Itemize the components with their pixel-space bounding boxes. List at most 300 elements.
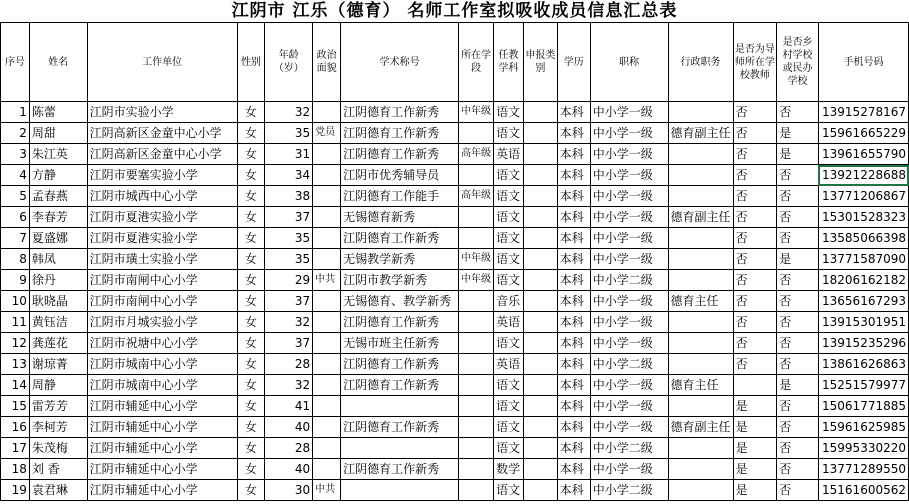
cell-rural[interactable]: 否	[777, 417, 819, 438]
cell-no[interactable]: 3	[1, 144, 30, 165]
cell-name[interactable]: 刘 香	[29, 459, 87, 480]
cell-gender[interactable]: 女	[237, 375, 265, 396]
header-cell[interactable]: 是否乡村学校或民办学校	[777, 23, 819, 102]
cell-rank[interactable]: 中小学一级	[590, 207, 668, 228]
cell-subject[interactable]: 语文	[494, 249, 524, 270]
cell-stage[interactable]: 高年级	[459, 144, 494, 165]
cell-admin[interactable]	[668, 396, 733, 417]
cell-subject[interactable]: 语文	[494, 186, 524, 207]
cell-rural[interactable]: 是	[777, 375, 819, 396]
cell-no[interactable]: 15	[1, 396, 30, 417]
cell-unit[interactable]: 江阴市城西中心小学	[87, 186, 237, 207]
cell-admin[interactable]: 德育主任	[668, 291, 733, 312]
cell-admin[interactable]: 德育副主任	[668, 417, 733, 438]
cell-edu[interactable]: 本科	[557, 123, 590, 144]
cell-gender[interactable]: 女	[237, 333, 265, 354]
cell-rank[interactable]: 中小学二级	[590, 438, 668, 459]
cell-category[interactable]	[524, 333, 558, 354]
cell-name[interactable]: 袁君琳	[29, 480, 87, 501]
cell-gender[interactable]: 女	[237, 480, 265, 501]
cell-phone[interactable]: 15961665229	[818, 123, 908, 144]
cell-admin[interactable]	[668, 312, 733, 333]
header-cell[interactable]: 是否为导师所在学校教师	[733, 23, 777, 102]
cell-rural[interactable]: 否	[777, 354, 819, 375]
cell-political[interactable]	[313, 375, 341, 396]
cell-rank[interactable]: 中小学一级	[590, 123, 668, 144]
cell-no[interactable]: 8	[1, 249, 30, 270]
cell-category[interactable]	[524, 249, 558, 270]
cell-rural[interactable]: 是	[777, 249, 819, 270]
cell-rural[interactable]: 否	[777, 459, 819, 480]
cell-unit[interactable]: 江阴市要塞实验小学	[87, 165, 237, 186]
cell-admin[interactable]	[668, 459, 733, 480]
cell-gender[interactable]: 女	[237, 207, 265, 228]
cell-gender[interactable]: 女	[237, 102, 265, 123]
cell-unit[interactable]: 江阴市璜土实验小学	[87, 249, 237, 270]
cell-title[interactable]	[341, 480, 459, 501]
cell-phone[interactable]: 13585066398	[818, 228, 908, 249]
cell-admin[interactable]	[668, 480, 733, 501]
cell-age[interactable]: 32	[265, 312, 313, 333]
cell-name[interactable]: 孟春燕	[29, 186, 87, 207]
cell-title[interactable]: 江阴市优秀辅导员	[341, 165, 459, 186]
cell-rural[interactable]: 是	[777, 123, 819, 144]
cell-rural[interactable]: 否	[777, 480, 819, 501]
cell-edu[interactable]: 本科	[557, 207, 590, 228]
cell-edu[interactable]: 本科	[557, 375, 590, 396]
cell-political[interactable]	[313, 249, 341, 270]
cell-political[interactable]	[313, 186, 341, 207]
cell-rural[interactable]: 否	[777, 438, 819, 459]
cell-edu[interactable]: 本科	[557, 312, 590, 333]
cell-subject[interactable]: 语文	[494, 207, 524, 228]
cell-admin[interactable]	[668, 354, 733, 375]
header-cell[interactable]: 行政职务	[668, 23, 733, 102]
cell-age[interactable]: 32	[265, 375, 313, 396]
cell-unit[interactable]: 江阴市辅延中心小学	[87, 459, 237, 480]
cell-mentor[interactable]	[733, 375, 777, 396]
cell-mentor[interactable]: 否	[733, 144, 777, 165]
cell-phone[interactable]: 15995330220	[818, 438, 908, 459]
cell-stage[interactable]	[459, 459, 494, 480]
cell-stage[interactable]	[459, 333, 494, 354]
cell-title[interactable]: 无锡教学新秀	[341, 249, 459, 270]
cell-no[interactable]: 2	[1, 123, 30, 144]
cell-mentor[interactable]: 是	[733, 459, 777, 480]
cell-rural[interactable]: 否	[777, 270, 819, 291]
cell-rural[interactable]: 是	[777, 144, 819, 165]
header-cell[interactable]: 年龄（岁）	[265, 23, 313, 102]
cell-age[interactable]: 35	[265, 123, 313, 144]
cell-political[interactable]: 中共	[313, 480, 341, 501]
cell-phone[interactable]: 13915278167	[818, 102, 908, 123]
cell-name[interactable]: 周静	[29, 375, 87, 396]
cell-no[interactable]: 1	[1, 102, 30, 123]
cell-unit[interactable]: 江阴市夏港实验小学	[87, 228, 237, 249]
cell-stage[interactable]	[459, 228, 494, 249]
cell-age[interactable]: 37	[265, 291, 313, 312]
cell-political[interactable]	[313, 312, 341, 333]
cell-no[interactable]: 11	[1, 312, 30, 333]
cell-political[interactable]: 党员	[313, 123, 341, 144]
cell-edu[interactable]: 本科	[557, 438, 590, 459]
cell-title[interactable]: 无锡德育、教学新秀	[341, 291, 459, 312]
cell-unit[interactable]: 江阴市月城实验小学	[87, 312, 237, 333]
cell-no[interactable]: 17	[1, 438, 30, 459]
cell-stage[interactable]	[459, 291, 494, 312]
cell-title[interactable]	[341, 438, 459, 459]
cell-edu[interactable]: 本科	[557, 396, 590, 417]
cell-name[interactable]: 谢琼菁	[29, 354, 87, 375]
cell-rural[interactable]: 否	[777, 333, 819, 354]
cell-no[interactable]: 5	[1, 186, 30, 207]
cell-category[interactable]	[524, 312, 558, 333]
cell-phone[interactable]: 13771206867	[818, 186, 908, 207]
cell-phone[interactable]: 13961655790	[818, 144, 908, 165]
cell-gender[interactable]: 女	[237, 228, 265, 249]
cell-title[interactable]: 江阴德育工作新秀	[341, 144, 459, 165]
cell-political[interactable]	[313, 144, 341, 165]
header-cell[interactable]: 姓名	[29, 23, 87, 102]
cell-category[interactable]	[524, 438, 558, 459]
cell-political[interactable]	[313, 354, 341, 375]
cell-political[interactable]	[313, 291, 341, 312]
cell-political[interactable]	[313, 228, 341, 249]
cell-mentor[interactable]: 否	[733, 123, 777, 144]
cell-age[interactable]: 37	[265, 207, 313, 228]
cell-gender[interactable]: 女	[237, 123, 265, 144]
cell-rank[interactable]: 中小学一级	[590, 102, 668, 123]
cell-unit[interactable]: 江阴高新区金童中心小学	[87, 123, 237, 144]
cell-subject[interactable]: 语文	[494, 165, 524, 186]
cell-category[interactable]	[524, 270, 558, 291]
cell-no[interactable]: 13	[1, 354, 30, 375]
cell-name[interactable]: 龚莲花	[29, 333, 87, 354]
cell-stage[interactable]	[459, 375, 494, 396]
cell-rural[interactable]: 否	[777, 186, 819, 207]
cell-mentor[interactable]: 否	[733, 312, 777, 333]
cell-title[interactable]: 江阴德育工作新秀	[341, 354, 459, 375]
cell-rank[interactable]: 中小学一级	[590, 228, 668, 249]
cell-age[interactable]: 37	[265, 333, 313, 354]
cell-subject[interactable]: 英语	[494, 144, 524, 165]
cell-admin[interactable]	[668, 438, 733, 459]
cell-phone[interactable]: 13915235296	[818, 333, 908, 354]
cell-gender[interactable]: 女	[237, 291, 265, 312]
cell-stage[interactable]	[459, 480, 494, 501]
cell-subject[interactable]: 语文	[494, 480, 524, 501]
cell-edu[interactable]: 本科	[557, 270, 590, 291]
cell-title[interactable]: 江阴德育工作新秀	[341, 123, 459, 144]
cell-subject[interactable]: 语文	[494, 123, 524, 144]
cell-phone[interactable]: 18206162182	[818, 270, 908, 291]
cell-unit[interactable]: 江阴市实验小学	[87, 102, 237, 123]
cell-age[interactable]: 41	[265, 396, 313, 417]
cell-rural[interactable]: 否	[777, 228, 819, 249]
cell-admin[interactable]	[668, 333, 733, 354]
cell-no[interactable]: 7	[1, 228, 30, 249]
cell-name[interactable]: 朱茂梅	[29, 438, 87, 459]
cell-mentor[interactable]: 是	[733, 417, 777, 438]
cell-edu[interactable]: 本科	[557, 291, 590, 312]
cell-gender[interactable]: 女	[237, 270, 265, 291]
cell-mentor[interactable]: 是	[733, 480, 777, 501]
cell-phone[interactable]: 13656167293	[818, 291, 908, 312]
cell-name[interactable]: 耿晓晶	[29, 291, 87, 312]
cell-stage[interactable]: 中年级	[459, 249, 494, 270]
cell-rank[interactable]: 中小学一级	[590, 396, 668, 417]
cell-category[interactable]	[524, 165, 558, 186]
cell-rank[interactable]: 中小学一级	[590, 459, 668, 480]
cell-subject[interactable]: 语文	[494, 270, 524, 291]
header-cell[interactable]: 政治面貌	[313, 23, 341, 102]
cell-rural[interactable]: 否	[777, 312, 819, 333]
cell-age[interactable]: 32	[265, 102, 313, 123]
cell-unit[interactable]: 江阴市南闸中心小学	[87, 291, 237, 312]
cell-phone[interactable]: 13771289550	[818, 459, 908, 480]
cell-no[interactable]: 16	[1, 417, 30, 438]
cell-rank[interactable]: 中小学一级	[590, 417, 668, 438]
cell-age[interactable]: 34	[265, 165, 313, 186]
cell-age[interactable]: 38	[265, 186, 313, 207]
cell-subject[interactable]: 英语	[494, 354, 524, 375]
cell-unit[interactable]: 江阴市祝塘中心小学	[87, 333, 237, 354]
cell-age[interactable]: 30	[265, 480, 313, 501]
cell-mentor[interactable]: 否	[733, 228, 777, 249]
cell-age[interactable]: 31	[265, 144, 313, 165]
cell-political[interactable]	[313, 207, 341, 228]
cell-rank[interactable]: 中小学一级	[590, 186, 668, 207]
cell-stage[interactable]	[459, 417, 494, 438]
cell-admin[interactable]: 德育副主任	[668, 207, 733, 228]
cell-rank[interactable]: 中小学二级	[590, 480, 668, 501]
cell-name[interactable]: 朱江英	[29, 144, 87, 165]
cell-category[interactable]	[524, 207, 558, 228]
cell-name[interactable]: 韩凤	[29, 249, 87, 270]
cell-gender[interactable]: 女	[237, 186, 265, 207]
cell-rank[interactable]: 中小学一级	[590, 291, 668, 312]
cell-age[interactable]: 28	[265, 438, 313, 459]
cell-rank[interactable]: 中小学一级	[590, 144, 668, 165]
cell-category[interactable]	[524, 417, 558, 438]
header-cell[interactable]: 任教学科	[494, 23, 524, 102]
cell-name[interactable]: 方静	[29, 165, 87, 186]
cell-name[interactable]: 黄钰洁	[29, 312, 87, 333]
cell-stage[interactable]	[459, 165, 494, 186]
cell-gender[interactable]: 女	[237, 144, 265, 165]
cell-subject[interactable]: 音乐	[494, 291, 524, 312]
cell-political[interactable]: 中共	[313, 270, 341, 291]
cell-rural[interactable]: 否	[777, 165, 819, 186]
cell-no[interactable]: 19	[1, 480, 30, 501]
cell-edu[interactable]: 本科	[557, 165, 590, 186]
cell-title[interactable]: 江阴德育工作能手	[341, 186, 459, 207]
cell-title[interactable]: 江阴德育工作新秀	[341, 417, 459, 438]
cell-political[interactable]	[313, 165, 341, 186]
cell-stage[interactable]	[459, 207, 494, 228]
cell-age[interactable]: 40	[265, 459, 313, 480]
cell-unit[interactable]: 江阴市辅延中心小学	[87, 396, 237, 417]
cell-age[interactable]: 28	[265, 354, 313, 375]
cell-category[interactable]	[524, 228, 558, 249]
cell-edu[interactable]: 本科	[557, 480, 590, 501]
cell-rank[interactable]: 中小学一级	[590, 375, 668, 396]
cell-subject[interactable]: 语文	[494, 102, 524, 123]
cell-no[interactable]: 18	[1, 459, 30, 480]
cell-name[interactable]: 陈蕾	[29, 102, 87, 123]
cell-subject[interactable]: 英语	[494, 312, 524, 333]
cell-title[interactable]: 江阴德育工作新秀	[341, 312, 459, 333]
cell-admin[interactable]	[668, 144, 733, 165]
cell-mentor[interactable]: 否	[733, 186, 777, 207]
cell-stage[interactable]: 中年级	[459, 102, 494, 123]
cell-category[interactable]	[524, 186, 558, 207]
cell-mentor[interactable]: 否	[733, 291, 777, 312]
cell-mentor[interactable]: 否	[733, 102, 777, 123]
cell-name[interactable]: 周甜	[29, 123, 87, 144]
cell-political[interactable]	[313, 333, 341, 354]
cell-political[interactable]	[313, 438, 341, 459]
cell-age[interactable]: 35	[265, 228, 313, 249]
cell-age[interactable]: 40	[265, 417, 313, 438]
header-cell[interactable]: 职称	[590, 23, 668, 102]
cell-rural[interactable]: 否	[777, 102, 819, 123]
cell-rural[interactable]: 否	[777, 207, 819, 228]
cell-phone[interactable]: 13921228688	[818, 165, 908, 186]
cell-subject[interactable]: 语文	[494, 333, 524, 354]
cell-rank[interactable]: 中小学一级	[590, 312, 668, 333]
cell-name[interactable]: 夏盛娜	[29, 228, 87, 249]
cell-political[interactable]	[313, 396, 341, 417]
cell-no[interactable]: 12	[1, 333, 30, 354]
cell-admin[interactable]	[668, 186, 733, 207]
cell-no[interactable]: 14	[1, 375, 30, 396]
cell-admin[interactable]: 德育主任	[668, 375, 733, 396]
cell-title[interactable]: 江阴市教学新秀	[341, 270, 459, 291]
cell-title[interactable]: 江阴德育工作新秀	[341, 375, 459, 396]
cell-unit[interactable]: 江阴市城南中心小学	[87, 354, 237, 375]
cell-subject[interactable]: 数学	[494, 459, 524, 480]
cell-edu[interactable]: 本科	[557, 459, 590, 480]
cell-name[interactable]: 徐丹	[29, 270, 87, 291]
cell-phone[interactable]: 13771587090	[818, 249, 908, 270]
cell-gender[interactable]: 女	[237, 396, 265, 417]
cell-mentor[interactable]: 否	[733, 207, 777, 228]
cell-category[interactable]	[524, 375, 558, 396]
cell-phone[interactable]: 15301528323	[818, 207, 908, 228]
header-cell[interactable]: 学历	[557, 23, 590, 102]
cell-mentor[interactable]: 是	[733, 438, 777, 459]
cell-category[interactable]	[524, 354, 558, 375]
cell-category[interactable]	[524, 396, 558, 417]
cell-rank[interactable]: 中小学二级	[590, 354, 668, 375]
cell-rank[interactable]: 中小学一级	[590, 249, 668, 270]
cell-unit[interactable]: 江阴市夏港实验小学	[87, 207, 237, 228]
cell-edu[interactable]: 本科	[557, 186, 590, 207]
cell-gender[interactable]: 女	[237, 165, 265, 186]
cell-unit[interactable]: 江阴高新区金童中心小学	[87, 144, 237, 165]
cell-rural[interactable]: 否	[777, 396, 819, 417]
cell-phone[interactable]: 13861626863	[818, 354, 908, 375]
cell-no[interactable]: 10	[1, 291, 30, 312]
cell-mentor[interactable]: 否	[733, 333, 777, 354]
cell-name[interactable]: 雷芳芳	[29, 396, 87, 417]
cell-edu[interactable]: 本科	[557, 228, 590, 249]
cell-edu[interactable]: 本科	[557, 144, 590, 165]
cell-category[interactable]	[524, 480, 558, 501]
cell-category[interactable]	[524, 123, 558, 144]
cell-category[interactable]	[524, 144, 558, 165]
cell-mentor[interactable]: 否	[733, 249, 777, 270]
cell-mentor[interactable]: 否	[733, 354, 777, 375]
cell-mentor[interactable]: 否	[733, 270, 777, 291]
cell-title[interactable]: 无锡市班主任新秀	[341, 333, 459, 354]
cell-stage[interactable]	[459, 123, 494, 144]
header-cell[interactable]: 所在学段	[459, 23, 494, 102]
cell-gender[interactable]: 女	[237, 417, 265, 438]
cell-stage[interactable]	[459, 354, 494, 375]
cell-category[interactable]	[524, 291, 558, 312]
cell-phone[interactable]: 15161600562	[818, 480, 908, 501]
cell-political[interactable]	[313, 417, 341, 438]
cell-admin[interactable]	[668, 249, 733, 270]
cell-gender[interactable]: 女	[237, 354, 265, 375]
cell-stage[interactable]	[459, 438, 494, 459]
cell-no[interactable]: 6	[1, 207, 30, 228]
cell-subject[interactable]: 语文	[494, 228, 524, 249]
cell-category[interactable]	[524, 102, 558, 123]
cell-admin[interactable]	[668, 165, 733, 186]
cell-edu[interactable]: 本科	[557, 354, 590, 375]
cell-name[interactable]: 李柯芳	[29, 417, 87, 438]
header-cell[interactable]: 申报类别	[524, 23, 558, 102]
cell-phone[interactable]: 15061771885	[818, 396, 908, 417]
cell-edu[interactable]: 本科	[557, 249, 590, 270]
cell-admin[interactable]: 德育副主任	[668, 123, 733, 144]
cell-phone[interactable]: 15961625985	[818, 417, 908, 438]
cell-title[interactable]: 无锡德育新秀	[341, 207, 459, 228]
cell-stage[interactable]	[459, 396, 494, 417]
header-cell[interactable]: 工作单位	[87, 23, 237, 102]
cell-mentor[interactable]: 是	[733, 396, 777, 417]
header-cell[interactable]: 手机号码	[818, 23, 908, 102]
cell-gender[interactable]: 女	[237, 249, 265, 270]
cell-admin[interactable]	[668, 228, 733, 249]
cell-political[interactable]	[313, 102, 341, 123]
cell-unit[interactable]: 江阴市城南中心小学	[87, 375, 237, 396]
cell-age[interactable]: 29	[265, 270, 313, 291]
cell-stage[interactable]: 中年级	[459, 270, 494, 291]
cell-gender[interactable]: 女	[237, 312, 265, 333]
cell-admin[interactable]	[668, 270, 733, 291]
cell-stage[interactable]: 高年级	[459, 186, 494, 207]
cell-rank[interactable]: 中小学一级	[590, 165, 668, 186]
cell-admin[interactable]	[668, 102, 733, 123]
cell-rural[interactable]: 否	[777, 291, 819, 312]
cell-edu[interactable]: 本科	[557, 417, 590, 438]
cell-name[interactable]: 李春芳	[29, 207, 87, 228]
cell-phone[interactable]: 13915301951	[818, 312, 908, 333]
cell-gender[interactable]: 女	[237, 459, 265, 480]
cell-edu[interactable]: 本科	[557, 102, 590, 123]
cell-unit[interactable]: 江阴市南闸中心小学	[87, 270, 237, 291]
cell-gender[interactable]: 女	[237, 438, 265, 459]
header-cell[interactable]: 性别	[237, 23, 265, 102]
cell-unit[interactable]: 江阴市辅延中心小学	[87, 480, 237, 501]
cell-unit[interactable]: 江阴市辅延中心小学	[87, 438, 237, 459]
cell-mentor[interactable]: 否	[733, 165, 777, 186]
cell-rank[interactable]: 中小学一级	[590, 333, 668, 354]
